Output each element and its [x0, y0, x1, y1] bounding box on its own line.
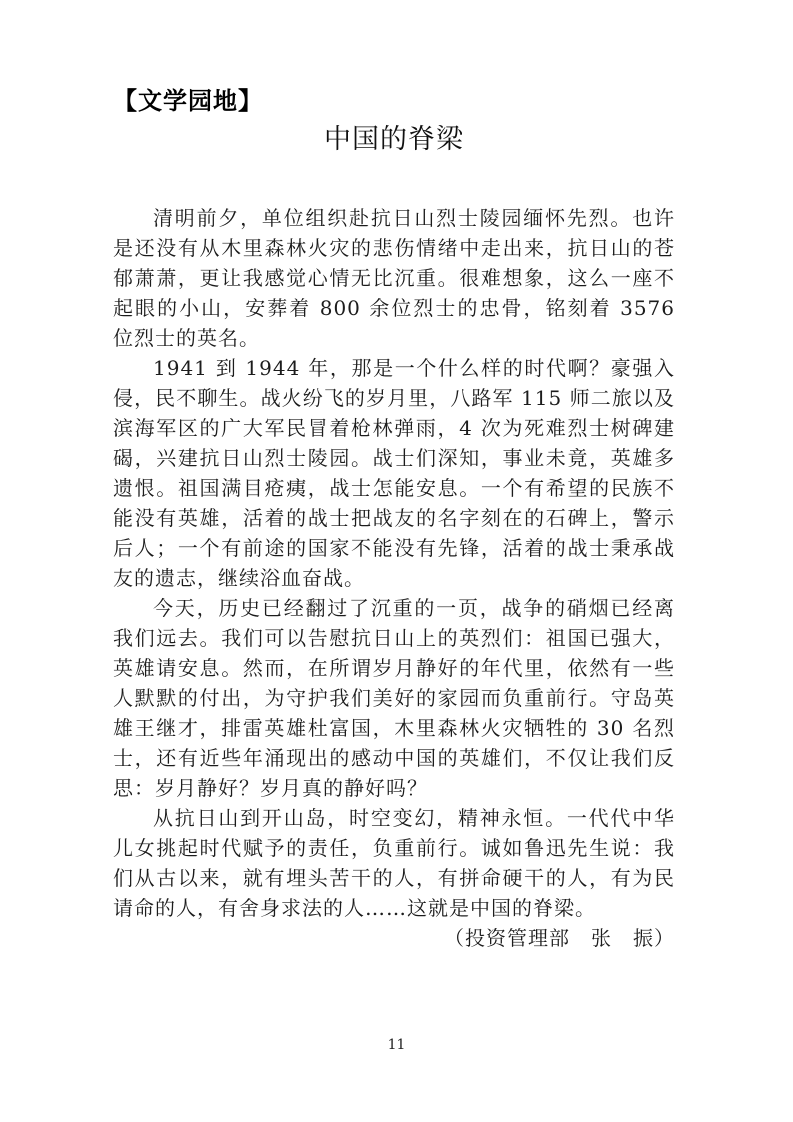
paragraph-1: 清明前夕，单位组织赴抗日山烈士陵园缅怀先烈。也许是还没有从木里森林火灾的悲伤情绪中走出来，抗日山的苍郁萧萧，更让我感觉心情无比沉重。很难想象，这么一座不起眼的小山，安葬着 800 余位烈士的忠骨，铭刻着 3576 位烈士的英名。 [113, 206, 675, 350]
byline: （投资管理部 张 振） [444, 926, 675, 950]
paragraph-3: 今天，历史已经翻过了沉重的一页，战争的硝烟已经离我们远去。我们可以告慰抗日山上的英烈们：祖国已强大，英雄请安息。然而，在所谓岁月静好的年代里，依然有一些人默默的付出，为守护我们美好的家园而负重前行。守岛英雄王继才，排雷英雄杜富国，木里森林火灾牺牲的 30 名烈士，还有近些年涌现出的感动中国的英雄们，不仅让我们反思：岁月静好？岁月真的静好吗？ [113, 596, 675, 800]
article-body [113, 203, 675, 953]
page-content [113, 86, 675, 953]
paragraph-2: 1941 到 1944 年，那是一个什么样的时代啊？豪强入侵，民不聊生。战火纷飞的岁月里，八路军 115 师二旅以及滨海军区的广大军民冒着枪林弹雨，4 次为死难烈士树碑建碣，兴建抗日山烈士陵园。战士们深知，事业未竟，英雄多遗恨。祖国满目疮痍，战士怎能安息。一个有希望的民族不能没有英雄，活着的战士把战友的名字刻在的石碑上，警示后人；一个有前途的国家不能没有先锋，活着的战士秉承战友的遗志，继续浴血奋战。 [113, 356, 675, 590]
page-number: 11 [387, 1037, 406, 1053]
page-title: 中国的脊梁 [324, 124, 464, 155]
paragraph-4: 从抗日山到开山岛，时空变幻，精神永恒。一代代中华儿女挑起时代赋予的责任，负重前行。诚如鲁迅先生说：我们从古以来，就有埋头苦干的人，有拼命硬干的人，有为民请命的人，有舍身求法的人……这就是中国的脊梁。 [113, 806, 675, 920]
section-header: 【文学园地】 [113, 86, 263, 115]
